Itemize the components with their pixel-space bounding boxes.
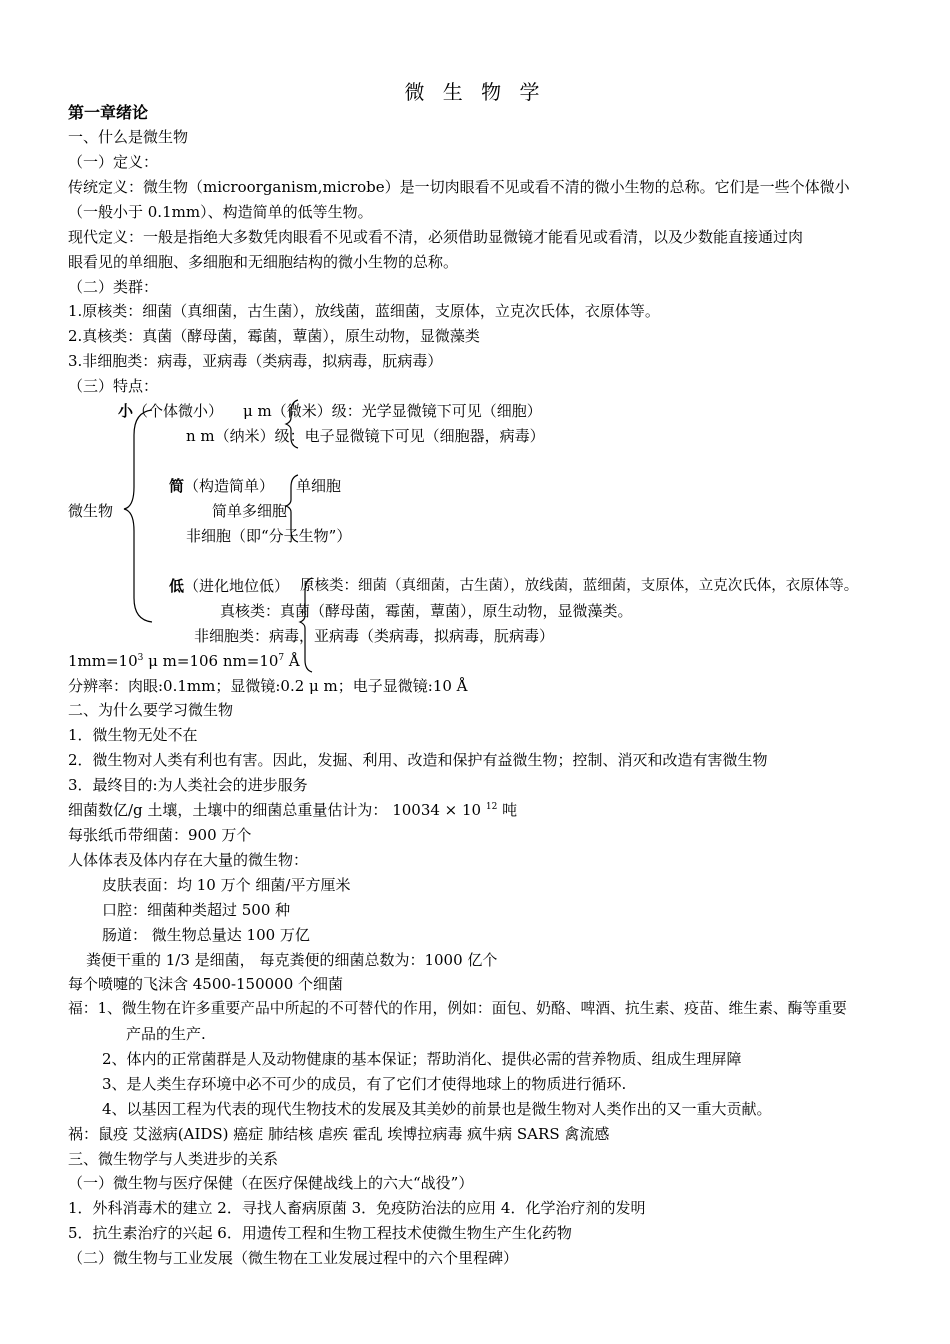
feature-simple (169, 476, 274, 496)
list-item: 产品的生产. (126, 1025, 206, 1043)
subsection-heading: （二）微生物与工业发展（微生物在工业发展过程中的六个里程碑） (68, 1249, 519, 1267)
subsection-heading: （一）微生物与医疗保健（在医疗保健战线上的六大“战役”） (68, 1174, 474, 1192)
paragraph-line (68, 800, 517, 820)
paragraph-line: 眼看见的单细胞、多细胞和无细胞结构的微小生物的总称。 (68, 253, 459, 271)
feature-key: 简 (169, 477, 185, 495)
feature-desc: （进化地位低） (184, 577, 290, 595)
paragraph-line: 肠道： 微生物总量达 100 万亿 (102, 926, 310, 944)
section-heading: 二、为什么要学习微生物 (68, 701, 234, 719)
list-item: 1.原核类：细菌（真细菌，古生菌），放线菌，蓝细菌，支原体，立克次氏体，衣原体等。 (68, 302, 660, 320)
feature-low (169, 576, 289, 596)
section-heading: 三、微生物学与人类进步的关系 (68, 1150, 279, 1168)
feature-key: 小 (118, 402, 134, 420)
paragraph-line: 传统定义：微生物（microorganism,microbe）是一切肉眼看不见或看不清的微小生物的总称。它们是一些个体微小 (68, 178, 850, 196)
diagram-leaf: 简单多细胞 (212, 502, 288, 520)
superscript: 3 (137, 653, 144, 663)
superscript: 12 (485, 802, 498, 812)
paragraph-line: 粪便干重的 1/3 是细菌， 每克粪便的细菌总数为：1000 亿个 (86, 951, 498, 969)
list-item: 2．微生物对人类有利也有害。因此，发掘、利用、改造和保护有益微生物；控制、消灭和改造有害微生物 (68, 751, 768, 769)
list-item: 1．微生物无处不在 (68, 726, 198, 744)
feature-key: 低 (169, 577, 185, 595)
units-text: μ m=106 nm=10 (143, 652, 279, 670)
paragraph-line: （一般小于 0.1mm）、构造简单的低等生物。 (68, 203, 373, 221)
section-heading: 一、什么是微生物 (68, 128, 189, 146)
soil-text: 细菌数亿/g 土壤，土壤中的细菌总重量估计为： 10034 × 10 (68, 801, 486, 819)
units-text: 1mm=10 (68, 652, 138, 670)
paragraph-line: 口腔：细菌种类超过 500 种 (102, 901, 291, 919)
paragraph-line: 每张纸币带细菌：900 万个 (68, 826, 252, 844)
units-text: Å (284, 652, 300, 670)
diagram-root: 微生物 (68, 502, 114, 520)
list-item: 4、以基因工程为代表的现代生物技术的发展及其美妙的前景也是微生物对人类作出的又一重大贡献。 (102, 1100, 772, 1118)
units-line (68, 651, 300, 671)
list-item: 3．最终目的:为人类社会的进步服务 (68, 776, 308, 794)
paragraph-line: 人体体表及体内存在大量的微生物： (68, 851, 309, 869)
superscript: 7 (278, 653, 285, 663)
list-item: 2.真核类：真菌（酵母菌，霉菌，蕈菌），原生动物，显微藻类 (68, 327, 480, 345)
diagram-leaf: 非细胞类：病毒，亚病毒（类病毒，拟病毒，朊病毒） (194, 627, 555, 645)
diagram-leaf: 真核类：真菌（酵母菌，霉菌，蕈菌），原生动物，显微藻类。 (220, 602, 633, 620)
feature-desc: （个体微小） (133, 402, 224, 420)
list-item: 1．外科消毒术的建立 2．寻找人畜病原菌 3．免疫防治法的应用 4．化学治疗剂的发明 (68, 1199, 646, 1217)
paragraph-line: 祸：鼠疫 艾滋病(AIDS) 癌症 肺结核 虐疾 霍乱 埃博拉病毒 疯牛病 SARS 禽流感 (68, 1125, 610, 1143)
feature-desc: （构造简单） (184, 477, 275, 495)
diagram-leaf: 非细胞（即“分子生物”） (186, 527, 352, 545)
list-item: 2、体内的正常菌群是人及动物健康的基本保证；帮助消化、提供必需的营养物质、组成生理屏障 (102, 1050, 742, 1068)
list-item: 福：1、微生物在许多重要产品中所起的不可替代的作用，例如：面包、奶酪、啤酒、抗生素、疫苗、维生素、酶等重要 (68, 1000, 847, 1017)
feature-small (118, 401, 223, 421)
diagram-leaf: 单细胞 (296, 477, 342, 495)
diagram-leaf: 原核类：细菌（真细菌，古生菌），放线菌，蓝细菌，支原体，立克次氏体，衣原体等。 (300, 578, 859, 594)
list-item: 5．抗生素治疗的兴起 6．用遗传工程和生物工程技术使微生物生产生化药物 (68, 1224, 572, 1242)
page-title: 微 生 物 学 (404, 80, 546, 104)
subsection-heading: （一）定义： (68, 153, 159, 171)
paragraph-line: 皮肤表面：均 10 万个 细菌/平方厘米 (102, 876, 351, 894)
list-item: 3.非细胞类：病毒，亚病毒（类病毒，拟病毒，朊病毒） (68, 352, 443, 370)
paragraph-line: 分辨率：肉眼:0.1mm；显微镜:0.2 μ m；电子显微镜:10 Å (68, 677, 468, 695)
subsection-heading: （二）类群： (68, 278, 159, 296)
paragraph-line: 每个喷嚏的飞沫含 4500-150000 个细菌 (68, 975, 344, 993)
soil-text: 吨 (497, 801, 518, 819)
list-item: 3、是人类生存环境中必不可少的成员，有了它们才使得地球上的物质进行循环. (102, 1075, 627, 1093)
subsection-heading: （三）特点： (68, 377, 159, 395)
diagram-leaf: n m（纳米）级：电子显微镜下可见（细胞器，病毒） (186, 427, 545, 445)
diagram-leaf: μ m（微米）级：光学显微镜下可见（细胞） (243, 402, 542, 420)
paragraph-line: 现代定义：一般是指绝大多数凭肉眼看不见或看不清，必须借助显微镜才能看见或看清，以及少数能直接通过肉 (68, 228, 804, 246)
chapter-heading: 第一章绪论 (68, 103, 149, 122)
